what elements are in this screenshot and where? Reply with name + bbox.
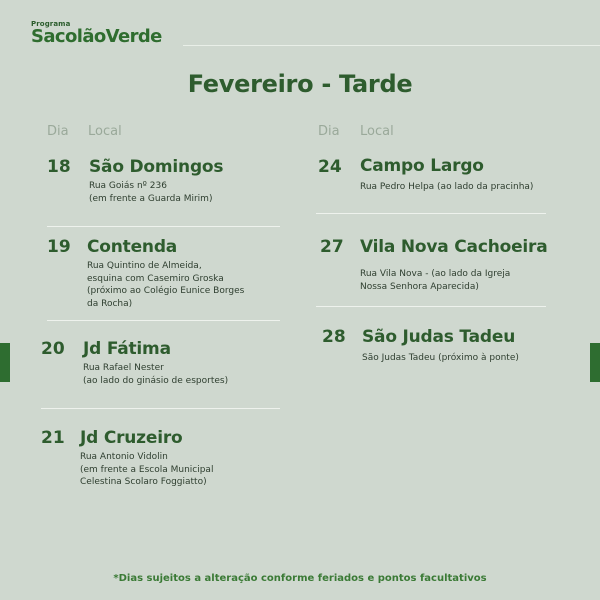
address-line: esquina com Casemiro Groska — [87, 273, 224, 284]
entry-neighborhood: Jd Fátima — [83, 339, 171, 359]
address-line: Rua Rafael Nester — [83, 363, 164, 373]
entry-address — [89, 180, 212, 205]
entry-divider — [41, 408, 280, 409]
address-line: (em frente a Escola Municipal — [80, 464, 214, 475]
entry-day: 19 — [47, 237, 71, 257]
logo-title: SacolãoVerde — [31, 26, 162, 47]
entry-day: 18 — [47, 157, 71, 177]
entry-neighborhood: São Domingos — [89, 157, 224, 177]
address-line: (ao lado do ginásio de esportes) — [83, 375, 229, 386]
address-line: São Judas Tadeu (próximo à ponte) — [362, 353, 519, 363]
logo-program-label: Programa — [31, 20, 71, 28]
entry-address — [83, 362, 228, 387]
address-line: Rua Antonio Vidolin — [80, 452, 168, 462]
entry-divider — [47, 226, 280, 227]
address-line: Rua Goiás nº 236 — [89, 181, 167, 191]
entry-neighborhood: Campo Largo — [360, 156, 484, 176]
right-day-header: Dia — [318, 124, 340, 139]
entry-address — [362, 352, 519, 365]
entry-neighborhood: Vila Nova Cachoeira — [360, 237, 548, 257]
footer-note: *Dias sujeitos a alteração conforme feriados e pontos facultativos — [113, 573, 487, 584]
address-line: Rua Vila Nova - (ao lado da Igreja — [360, 269, 511, 279]
left-day-header: Dia — [47, 124, 69, 139]
entry-neighborhood: Jd Cruzeiro — [80, 428, 183, 448]
entry-address — [80, 451, 213, 489]
entry-day: 28 — [322, 327, 346, 347]
page-title: Fevereiro - Tarde — [187, 70, 413, 98]
entry-day: 20 — [41, 339, 65, 359]
address-line: (em frente a Guarda Mirim) — [89, 193, 213, 204]
header-divider — [183, 45, 600, 46]
entry-day: 21 — [41, 428, 65, 448]
left-edge-accent — [0, 343, 10, 382]
entry-address — [360, 268, 510, 293]
entry-address — [87, 260, 244, 310]
entry-neighborhood: São Judas Tadeu — [362, 327, 516, 347]
entry-divider — [316, 213, 546, 214]
address-line: Rua Quintino de Almeida, — [87, 261, 202, 271]
address-line: da Rocha) — [87, 298, 133, 309]
address-line: Rua Pedro Helpa (ao lado da pracinha) — [360, 182, 534, 192]
left-place-header: Local — [88, 124, 122, 139]
entry-divider — [47, 320, 280, 321]
address-line: Celestina Scolaro Foggiatto) — [80, 477, 207, 487]
entry-day: 27 — [320, 237, 344, 257]
entry-divider — [316, 306, 546, 307]
entry-neighborhood: Contenda — [87, 237, 178, 257]
address-line: (próximo ao Colégio Eunice Borges — [87, 286, 245, 296]
entry-day: 24 — [318, 157, 342, 177]
entry-address — [360, 181, 533, 194]
address-line: Nossa Senhora Aparecida) — [360, 281, 479, 292]
program-logo — [31, 20, 162, 46]
right-place-header: Local — [360, 124, 394, 139]
right-edge-accent — [590, 343, 600, 382]
